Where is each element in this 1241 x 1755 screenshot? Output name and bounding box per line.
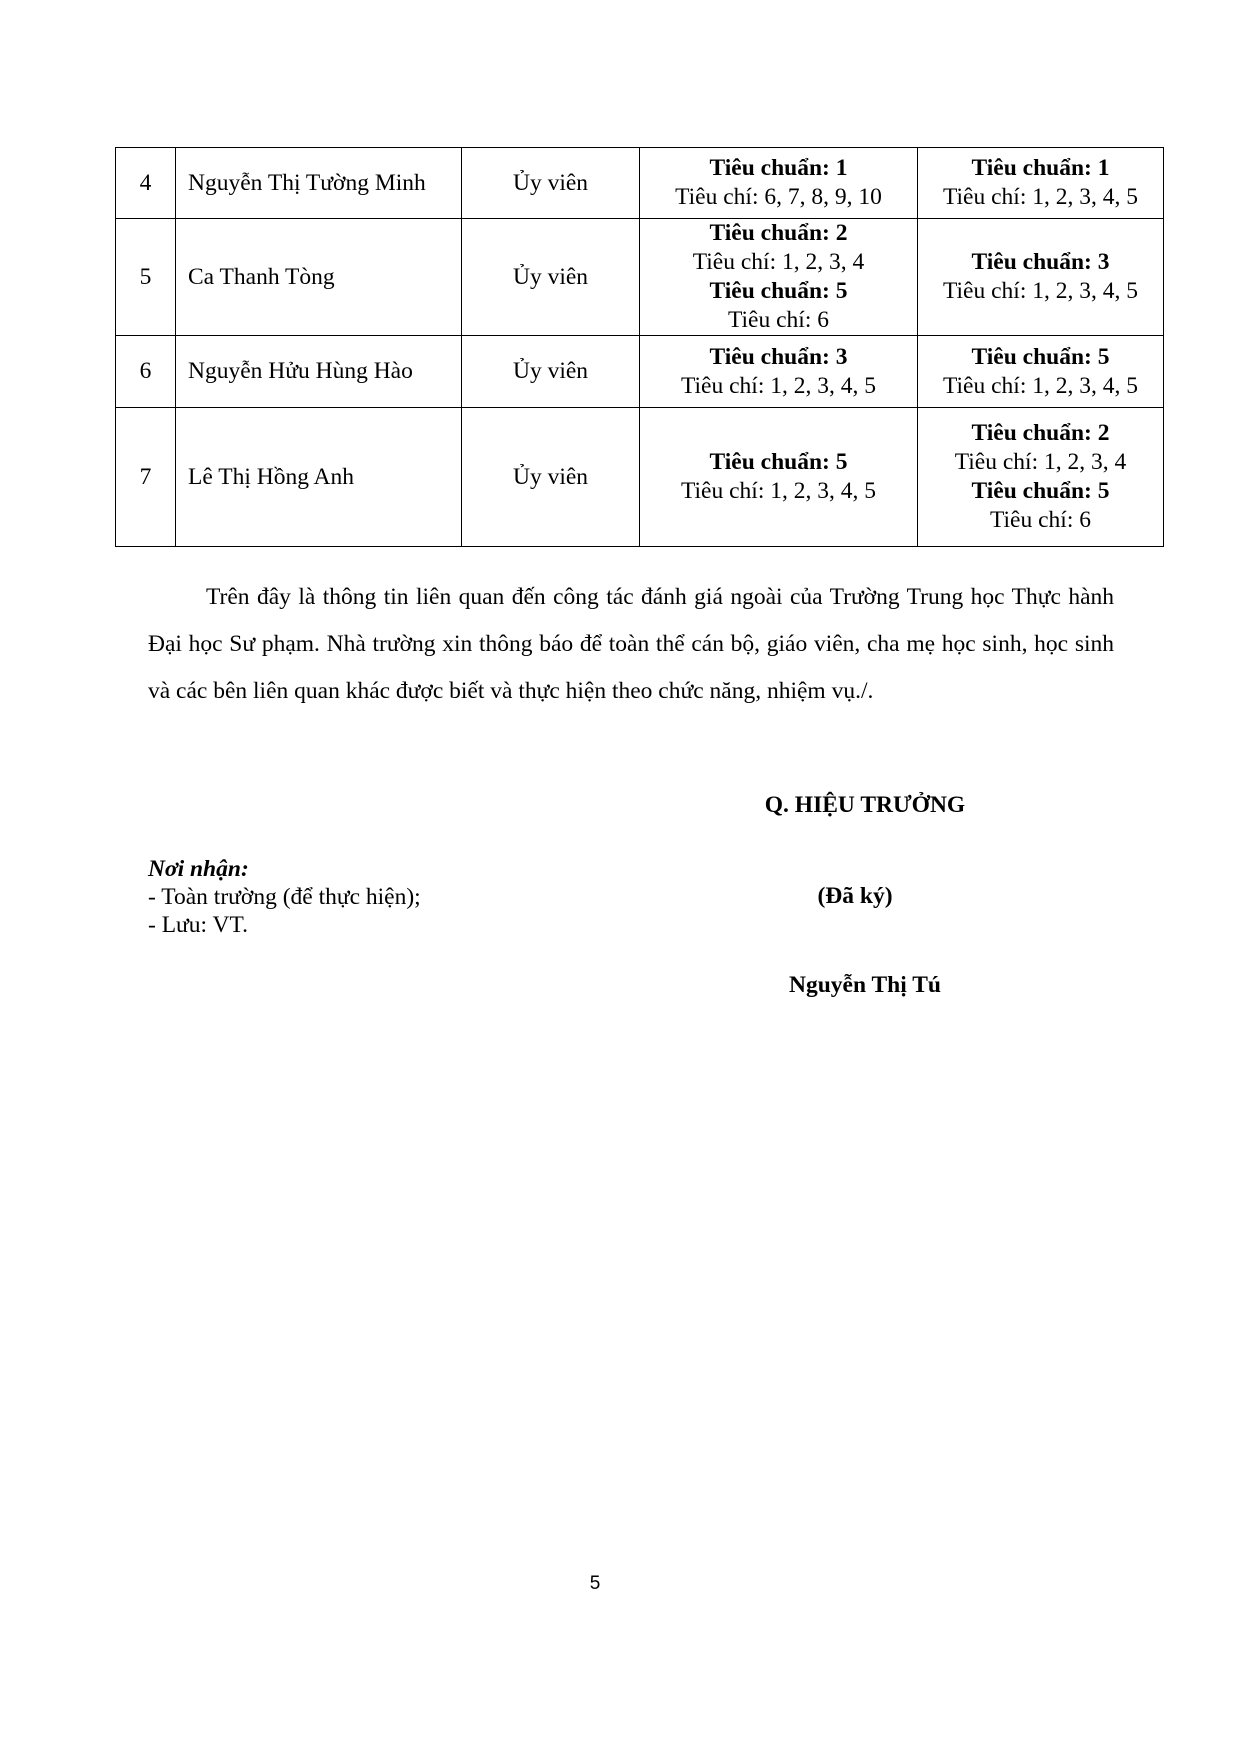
criteria-label: Tiêu chí: 1, 2, 3, 4, 5 bbox=[943, 184, 1138, 210]
criteria-label: Tiêu chí: 1, 2, 3, 4 bbox=[954, 449, 1127, 475]
assignment-cell-secondary bbox=[918, 408, 1164, 547]
assignment-cell-secondary bbox=[918, 219, 1164, 336]
table-row bbox=[116, 408, 1164, 547]
criteria-label: Tiêu chí: 1, 2, 3, 4, 5 bbox=[681, 478, 876, 504]
member-name: Nguyễn Thị Tường Minh bbox=[176, 148, 462, 219]
assignment-cell-primary bbox=[640, 148, 918, 219]
row-number: 4 bbox=[116, 148, 176, 219]
page-number: 5 bbox=[589, 1573, 601, 1594]
member-name: Nguyễn Hửu Hùng Hào bbox=[176, 336, 462, 408]
member-role: Ủy viên bbox=[462, 219, 640, 336]
table-row bbox=[116, 219, 1164, 336]
committee-assignment-table bbox=[115, 147, 1164, 547]
member-role: Ủy viên bbox=[462, 408, 640, 547]
standard-label: Tiêu chuẩn: 5 bbox=[971, 343, 1110, 370]
row-number: 7 bbox=[116, 408, 176, 547]
standard-label: Tiêu chuẩn: 2 bbox=[709, 220, 848, 246]
criteria-label: Tiêu chí: 1, 2, 3, 4, 5 bbox=[943, 372, 1138, 399]
standard-label: Tiêu chuẩn: 5 bbox=[709, 449, 848, 475]
assignment-cell-primary bbox=[640, 219, 918, 336]
assignment-cell-primary bbox=[640, 336, 918, 408]
criteria-label: Tiêu chí: 1, 2, 3, 4, 5 bbox=[943, 278, 1138, 304]
standard-label: Tiêu chuẩn: 3 bbox=[971, 249, 1110, 275]
recipients-block bbox=[148, 855, 421, 939]
table-row bbox=[116, 148, 1164, 219]
assignment-cell-secondary bbox=[918, 148, 1164, 219]
member-role: Ủy viên bbox=[462, 148, 640, 219]
criteria-label: Tiêu chí: 6 bbox=[990, 507, 1091, 533]
recipient-item: - Lưu: VT. bbox=[148, 912, 248, 938]
standard-label: Tiêu chuẩn: 1 bbox=[709, 155, 848, 181]
signed-note: (Đã ký) bbox=[817, 883, 893, 909]
standard-label: Tiêu chuẩn: 3 bbox=[709, 343, 848, 370]
assignment-cell-primary bbox=[640, 408, 918, 547]
recipient-item: - Toàn trường (để thực hiện); bbox=[148, 884, 421, 910]
criteria-label: Tiêu chí: 1, 2, 3, 4 bbox=[692, 249, 865, 275]
row-number: 5 bbox=[116, 219, 176, 336]
member-name: Lê Thị Hồng Anh bbox=[176, 408, 462, 547]
standard-label: Tiêu chuẩn: 1 bbox=[971, 155, 1110, 181]
standard-label: Tiêu chuẩn: 5 bbox=[709, 278, 848, 304]
row-number: 6 bbox=[116, 336, 176, 408]
criteria-label: Tiêu chí: 6, 7, 8, 9, 10 bbox=[675, 184, 882, 210]
standard-label: Tiêu chuẩn: 5 bbox=[971, 478, 1110, 504]
criteria-label: Tiêu chí: 1, 2, 3, 4, 5 bbox=[681, 372, 876, 399]
assignment-cell-secondary bbox=[918, 336, 1164, 408]
member-role: Ủy viên bbox=[462, 336, 640, 408]
standard-label: Tiêu chuẩn: 2 bbox=[971, 420, 1110, 446]
signature-title: Q. HIỆU TRƯỞNG bbox=[764, 792, 966, 818]
criteria-label: Tiêu chí: 6 bbox=[728, 307, 829, 333]
table-row bbox=[116, 336, 1164, 408]
recipients-label: Nơi nhận: bbox=[148, 856, 249, 882]
member-name: Ca Thanh Tòng bbox=[176, 219, 462, 336]
closing-paragraph: Trên đây là thông tin liên quan đến công tác đánh giá ngoài của Trường Trung học Thực hành Đại học Sư phạm. Nhà trường xin thông báo để toàn thể cán bộ, giáo viên, cha mẹ học sinh, học sinh và các bên liên quan khác được biết và thực hiện theo chức năng, nhiệm vụ./. bbox=[148, 584, 1114, 704]
signer-name: Nguyễn Thị Tú bbox=[789, 972, 941, 998]
